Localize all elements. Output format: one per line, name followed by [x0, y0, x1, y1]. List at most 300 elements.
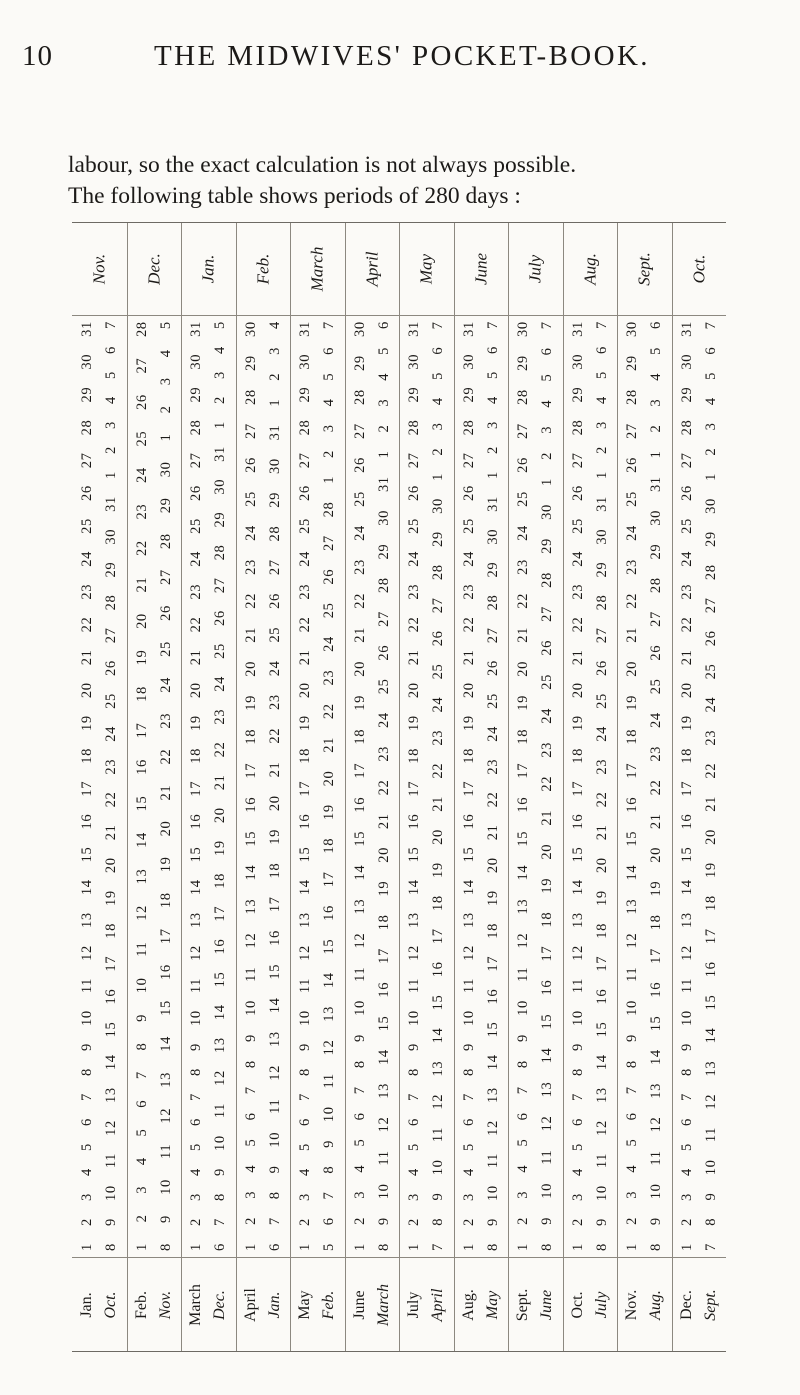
page-number: 10: [22, 40, 53, 72]
month-label: Oct.: [102, 1290, 119, 1319]
day-number: 9: [514, 1034, 531, 1042]
day-number: 20: [157, 820, 174, 837]
day-number: 25: [242, 491, 259, 507]
footer-month-bottom: [154, 1258, 178, 1351]
conception-day-row: [294, 321, 316, 1251]
day-number: 28: [460, 419, 477, 436]
page-header: [22, 40, 782, 80]
day-number: 27: [133, 357, 150, 374]
day-number: 5: [242, 1138, 259, 1147]
day-number: 20: [78, 682, 95, 699]
table-column: [127, 223, 183, 1351]
day-number: 23: [157, 712, 174, 729]
day-number: 23: [102, 758, 119, 775]
day-number: 16: [429, 961, 446, 978]
conception-day-row: [240, 321, 262, 1251]
day-number: 3: [514, 1190, 531, 1199]
gestation-table: [72, 222, 726, 1352]
day-number: 15: [429, 994, 446, 1011]
column-footer: [127, 1257, 182, 1351]
footer-month-top: [566, 1258, 590, 1351]
day-number: 26: [187, 485, 204, 502]
column-header-month: June: [471, 252, 491, 286]
day-number: 24: [460, 551, 477, 567]
day-number: 3: [593, 421, 610, 429]
column-header: [672, 223, 727, 316]
day-number: 10: [623, 1000, 640, 1016]
day-number: 5: [102, 371, 119, 379]
day-number: 7: [266, 1217, 283, 1226]
day-number: 20: [296, 682, 313, 699]
day-number: 30: [187, 353, 204, 370]
day-number: 26: [678, 485, 695, 502]
conception-day-row: [185, 321, 207, 1251]
day-number: 13: [187, 912, 204, 928]
footer-month-top: [675, 1258, 699, 1351]
day-number: 25: [678, 518, 695, 534]
day-number: 17: [266, 896, 283, 913]
day-number: 9: [623, 1034, 640, 1042]
footer-month-top: [239, 1258, 263, 1351]
day-number: 30: [211, 478, 228, 495]
day-number: 21: [187, 649, 204, 666]
day-number: 4: [593, 396, 610, 404]
table-column: [181, 223, 237, 1351]
day-number: 31: [187, 321, 204, 337]
day-number: 12: [266, 1064, 283, 1081]
day-number: 2: [569, 1218, 586, 1226]
day-number: 28: [296, 419, 313, 436]
month-label: June: [350, 1289, 368, 1320]
day-number: 25: [157, 641, 174, 657]
day-number: 1: [678, 1243, 695, 1251]
day-number: 16: [702, 961, 719, 978]
day-number: 3: [102, 421, 119, 429]
day-number: 13: [78, 912, 95, 928]
day-number: 18: [484, 923, 501, 939]
day-number: 15: [538, 1013, 555, 1030]
day-number: 17: [460, 780, 477, 797]
day-number: 3: [405, 1193, 422, 1201]
day-number: 8: [266, 1191, 283, 1200]
day-number: 13: [429, 1060, 446, 1077]
day-number: 26: [211, 610, 228, 627]
day-number: 23: [187, 583, 204, 600]
day-number: 18: [429, 895, 446, 912]
day-number: 12: [538, 1115, 555, 1132]
day-number: 22: [351, 593, 368, 609]
day-number: 26: [242, 457, 259, 473]
day-number: 9: [375, 1217, 392, 1226]
day-number: 12: [460, 945, 477, 961]
day-number: 7: [296, 1093, 313, 1101]
day-number: 30: [351, 321, 368, 338]
day-number: 20: [351, 661, 368, 677]
day-number: 9: [102, 1218, 119, 1226]
day-number: 21: [157, 784, 174, 801]
delivery-day-row: [318, 321, 340, 1251]
day-number: 8: [702, 1217, 719, 1226]
day-number: 22: [484, 791, 501, 808]
day-number: 25: [133, 430, 150, 447]
day-number: 12: [157, 1107, 174, 1124]
day-number: 15: [460, 846, 477, 863]
table-column: [290, 223, 346, 1351]
day-number: 19: [405, 715, 422, 731]
day-number: 29: [78, 386, 95, 403]
table-column: [454, 223, 510, 1351]
day-number: 19: [102, 890, 119, 906]
day-number: 9: [133, 1014, 150, 1022]
day-number: 2: [514, 1217, 531, 1225]
day-number: 13: [678, 912, 695, 928]
day-number: 11: [375, 1150, 392, 1166]
day-number: 12: [429, 1093, 446, 1110]
day-number: 2: [351, 1217, 368, 1225]
column-header: [617, 223, 672, 316]
day-number: 18: [187, 748, 204, 764]
day-number: 6: [647, 321, 664, 330]
day-number: 15: [484, 1021, 501, 1038]
day-number: 16: [460, 813, 477, 830]
month-label: Oct.: [568, 1290, 586, 1319]
day-number: 18: [702, 895, 719, 912]
day-number: 16: [102, 988, 119, 1005]
delivery-day-row: [700, 321, 722, 1251]
day-number: 11: [351, 966, 368, 982]
day-rows: [563, 321, 618, 1251]
day-number: 14: [460, 879, 477, 896]
day-number: 12: [351, 932, 368, 949]
day-number: 15: [133, 795, 150, 812]
day-number: 3: [296, 1193, 313, 1201]
day-number: 26: [375, 644, 392, 661]
day-number: 24: [157, 677, 174, 693]
day-number: 15: [78, 846, 95, 863]
day-number: 26: [102, 660, 119, 677]
day-number: 5: [157, 321, 174, 330]
day-number: 5: [405, 1143, 422, 1151]
day-number: 15: [187, 846, 204, 863]
day-number: 22: [569, 616, 586, 633]
day-number: 29: [102, 561, 119, 578]
day-number: 17: [429, 928, 446, 945]
day-number: 8: [351, 1060, 368, 1069]
day-number: 25: [78, 518, 95, 534]
day-number: 24: [405, 551, 422, 567]
day-number: 13: [623, 898, 640, 915]
day-number: 21: [593, 824, 610, 841]
day-number: 17: [405, 780, 422, 797]
day-number: 1: [484, 471, 501, 479]
day-number: 18: [351, 728, 368, 745]
day-number: 13: [647, 1083, 664, 1099]
day-number: 8: [296, 1068, 313, 1076]
month-label: March: [374, 1283, 392, 1326]
day-number: 7: [538, 321, 555, 330]
day-number: 18: [296, 748, 313, 764]
day-number: 25: [484, 693, 501, 709]
day-number: 2: [484, 446, 501, 454]
day-number: 4: [429, 397, 446, 406]
day-number: 29: [593, 561, 610, 578]
footer-month-bottom: [535, 1258, 559, 1351]
day-number: 6: [593, 346, 610, 354]
day-number: 25: [623, 491, 640, 507]
month-label: May: [296, 1289, 313, 1320]
day-number: 4: [320, 398, 337, 407]
day-number: 5: [678, 1143, 695, 1151]
day-number: 15: [157, 1000, 174, 1016]
day-number: 25: [514, 491, 531, 507]
day-number: 29: [375, 543, 392, 560]
day-number: 16: [514, 796, 531, 813]
day-number: 12: [102, 1120, 119, 1136]
day-number: 8: [514, 1060, 531, 1069]
day-number: 10: [593, 1185, 610, 1201]
day-number: 19: [296, 715, 313, 731]
day-number: 10: [405, 1010, 422, 1026]
day-number: 28: [133, 321, 150, 338]
day-number: 16: [484, 988, 501, 1005]
day-number: 30: [266, 458, 283, 475]
day-number: 17: [102, 955, 119, 972]
day-number: 1: [351, 1243, 368, 1251]
day-number: 28: [702, 564, 719, 581]
day-number: 20: [266, 795, 283, 812]
day-number: 18: [647, 914, 664, 931]
day-number: 29: [702, 531, 719, 547]
day-number: 22: [678, 616, 695, 633]
day-number: 21: [569, 649, 586, 666]
day-number: 2: [593, 446, 610, 454]
day-number: 31: [211, 446, 228, 462]
day-number: 29: [296, 386, 313, 403]
day-number: 1: [102, 471, 119, 479]
day-number: 11: [514, 966, 531, 982]
day-number: 15: [375, 1015, 392, 1032]
day-number: 8: [429, 1217, 446, 1226]
day-number: 23: [702, 729, 719, 746]
day-number: 25: [320, 602, 337, 619]
day-number: 18: [569, 748, 586, 764]
day-number: 5: [320, 372, 337, 381]
day-number: 28: [157, 533, 174, 550]
day-number: 4: [242, 1164, 259, 1173]
day-number: 21: [647, 813, 664, 830]
day-number: 7: [351, 1086, 368, 1095]
day-number: 10: [133, 977, 150, 994]
day-number: 27: [405, 452, 422, 469]
day-number: 20: [538, 843, 555, 860]
day-number: 27: [351, 423, 368, 439]
day-number: 31: [405, 321, 422, 337]
day-number: 21: [242, 627, 259, 643]
day-number: 7: [429, 1243, 446, 1251]
day-number: 15: [405, 846, 422, 863]
day-number: 19: [351, 694, 368, 711]
day-number: 6: [296, 1118, 313, 1126]
day-number: 14: [538, 1047, 555, 1064]
day-number: 24: [569, 551, 586, 567]
day-number: 2: [678, 1218, 695, 1226]
day-number: 20: [242, 661, 259, 677]
day-number: 2: [623, 1217, 640, 1225]
day-number: 20: [429, 829, 446, 845]
day-number: 17: [538, 945, 555, 962]
day-number: 27: [593, 627, 610, 644]
day-number: 31: [102, 496, 119, 512]
day-number: 16: [647, 981, 664, 998]
day-number: 24: [375, 712, 392, 728]
conception-day-row: [567, 321, 589, 1251]
day-number: 9: [405, 1043, 422, 1051]
day-number: 5: [593, 371, 610, 379]
day-number: 10: [187, 1010, 204, 1026]
day-number: 15: [569, 846, 586, 863]
day-number: 9: [593, 1218, 610, 1226]
day-number: 21: [351, 627, 368, 643]
day-number: 28: [102, 594, 119, 611]
day-number: 5: [375, 347, 392, 355]
day-number: 25: [296, 518, 313, 534]
day-number: 10: [78, 1010, 95, 1026]
day-number: 20: [102, 857, 119, 874]
day-number: 16: [405, 813, 422, 830]
day-number: 17: [351, 762, 368, 779]
day-number: 27: [211, 577, 228, 594]
day-number: 28: [351, 389, 368, 405]
day-number: 7: [514, 1086, 531, 1095]
footer-month-bottom: [481, 1258, 505, 1351]
day-number: 14: [647, 1049, 664, 1065]
day-number: 14: [375, 1049, 392, 1065]
day-number: 27: [78, 452, 95, 469]
day-number: 6: [351, 1112, 368, 1121]
day-number: 29: [266, 492, 283, 508]
day-number: 27: [296, 452, 313, 469]
day-number: 20: [702, 829, 719, 845]
day-number: 14: [133, 832, 150, 848]
day-number: 21: [266, 761, 283, 778]
day-number: 23: [375, 745, 392, 762]
day-number: 30: [242, 321, 259, 338]
month-label: June: [538, 1289, 555, 1320]
day-number: 10: [514, 1000, 531, 1016]
day-number: 27: [187, 452, 204, 469]
day-number: 12: [678, 945, 695, 961]
day-number: 26: [593, 660, 610, 677]
day-number: 20: [405, 682, 422, 699]
day-number: 4: [678, 1168, 695, 1176]
day-number: 17: [242, 762, 259, 779]
day-number: 28: [623, 389, 640, 405]
day-number: 7: [702, 1243, 719, 1251]
day-number: 24: [296, 551, 313, 567]
day-number: 27: [320, 535, 337, 551]
day-number: 12: [569, 945, 586, 961]
day-number: 15: [593, 1021, 610, 1038]
running-title: THE MIDWIVES' POCKET-BOOK.: [154, 40, 650, 72]
day-number: 28: [514, 389, 531, 405]
day-number: 23: [133, 503, 150, 520]
day-number: 27: [266, 559, 283, 576]
month-label: May: [483, 1290, 501, 1319]
footer-month-bottom: [644, 1258, 668, 1351]
day-number: 26: [266, 593, 283, 609]
day-number: 7: [211, 1218, 228, 1226]
day-number: 28: [538, 572, 555, 588]
footer-month-top: [130, 1258, 154, 1351]
day-number: 1: [211, 421, 228, 429]
month-label: Jan.: [78, 1291, 95, 1318]
day-number: 20: [678, 682, 695, 699]
day-number: 4: [460, 1168, 477, 1176]
day-number: 24: [702, 696, 719, 713]
day-number: 10: [320, 1106, 337, 1123]
day-number: 3: [187, 1193, 204, 1201]
day-number: 14: [429, 1027, 446, 1044]
day-number: 13: [266, 1031, 283, 1047]
day-number: 23: [351, 559, 368, 575]
day-number: 29: [157, 497, 174, 514]
column-header: [72, 223, 127, 316]
day-number: 30: [405, 353, 422, 370]
column-header: [508, 223, 563, 316]
day-number: 8: [211, 1193, 228, 1201]
day-number: 5: [187, 1143, 204, 1151]
day-number: 3: [429, 422, 446, 431]
month-label: July: [592, 1291, 610, 1318]
day-number: 9: [702, 1192, 719, 1201]
day-number: 9: [187, 1043, 204, 1051]
day-number: 20: [484, 857, 501, 874]
day-number: 4: [538, 399, 555, 408]
day-number: 30: [623, 321, 640, 338]
delivery-day-row: [209, 321, 231, 1251]
day-number: 19: [320, 804, 337, 820]
day-number: 13: [514, 898, 531, 915]
day-number: 4: [405, 1168, 422, 1176]
day-number: 30: [375, 510, 392, 526]
month-label: April: [429, 1288, 446, 1321]
footer-month-top: [348, 1258, 372, 1351]
day-number: 11: [102, 1152, 119, 1169]
column-header-month: Aug.: [580, 253, 600, 285]
day-number: 4: [351, 1164, 368, 1173]
day-number: 17: [320, 871, 337, 888]
footer-month-top: [620, 1258, 644, 1351]
day-number: 10: [538, 1183, 555, 1199]
day-number: 26: [78, 485, 95, 502]
day-number: 10: [647, 1183, 664, 1200]
delivery-day-row: [100, 321, 122, 1251]
day-number: 12: [211, 1070, 228, 1086]
day-number: 19: [375, 880, 392, 897]
day-number: 15: [514, 830, 531, 847]
day-number: 11: [266, 1098, 283, 1114]
column-header-month: Nov.: [89, 253, 109, 285]
day-number: 24: [78, 551, 95, 567]
day-number: 4: [78, 1168, 95, 1176]
day-number: 1: [647, 450, 664, 459]
day-number: 4: [647, 372, 664, 381]
day-number: 20: [211, 807, 228, 824]
day-number: 6: [460, 1118, 477, 1126]
month-label: Nov.: [623, 1289, 640, 1320]
day-number: 30: [647, 510, 664, 526]
day-number: 12: [593, 1120, 610, 1136]
